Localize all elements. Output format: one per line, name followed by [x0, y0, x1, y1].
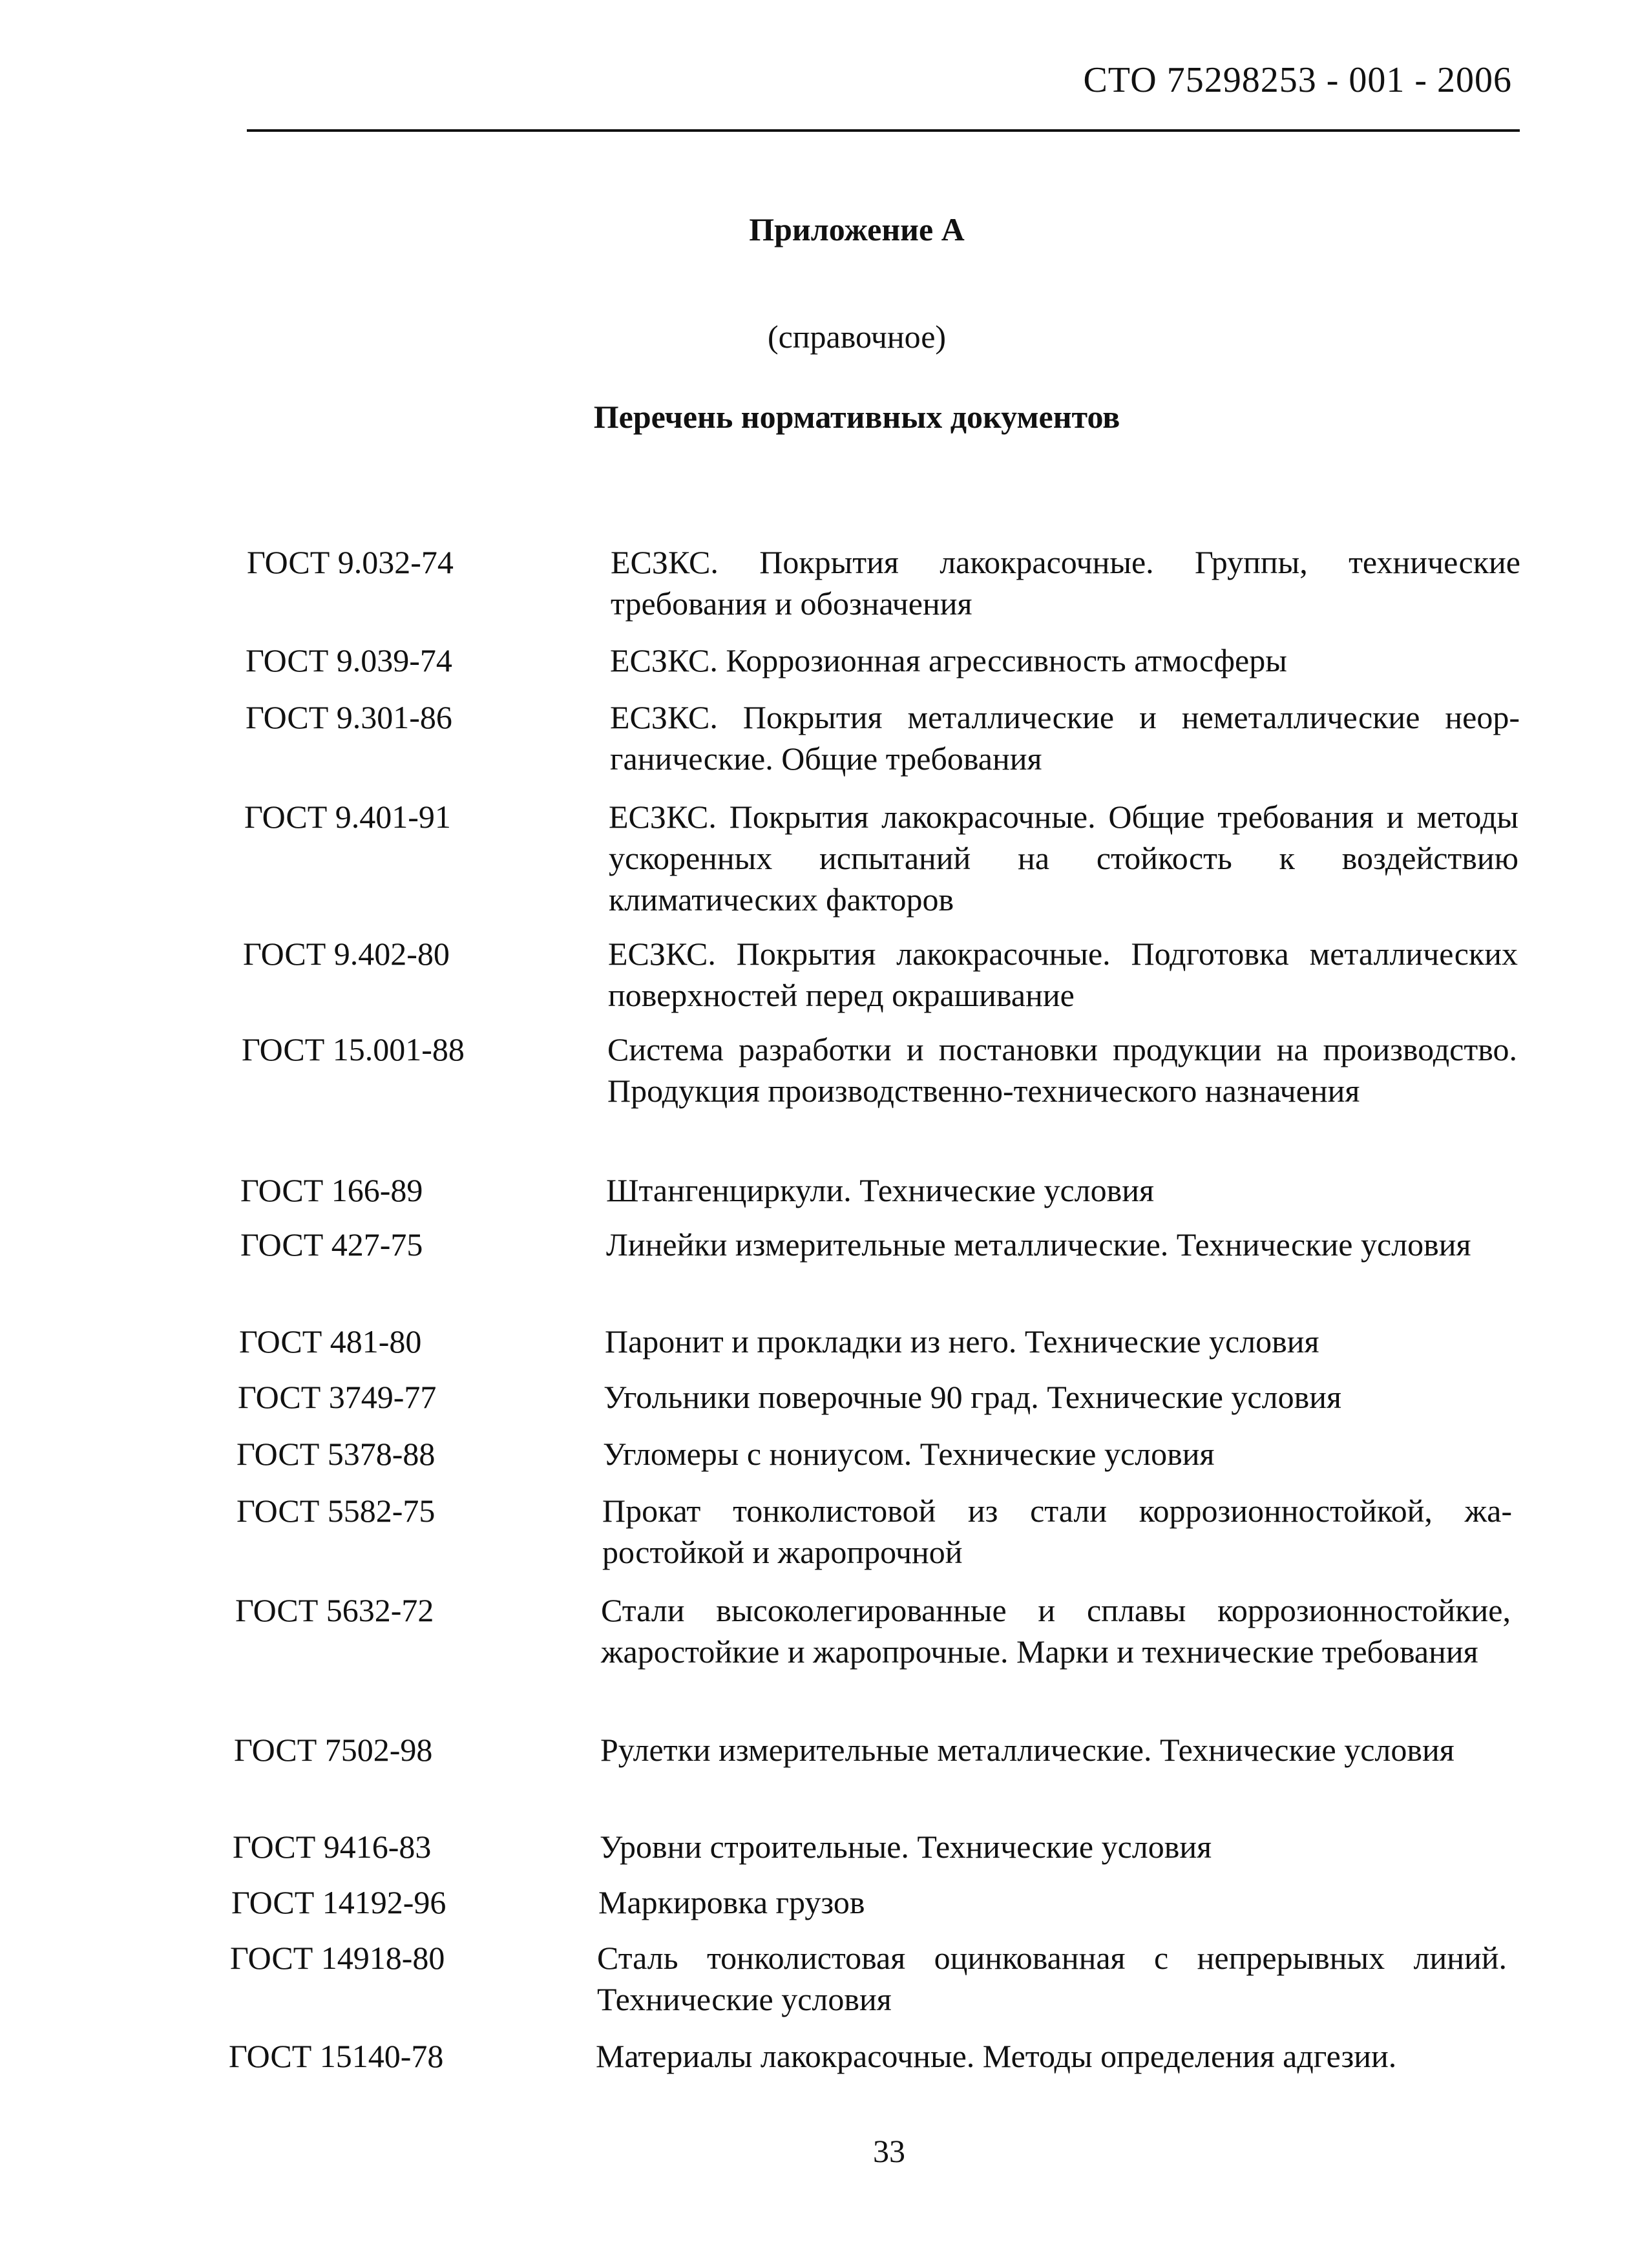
reference-title: Штангенциркули. Технические условия	[606, 1172, 1154, 1208]
reference-row	[0, 1490, 1649, 1580]
reference-row	[0, 1590, 1649, 1719]
reference-code: ГОСТ 9.032-74	[247, 544, 454, 580]
reference-code: ГОСТ 5632-72	[235, 1592, 434, 1628]
reference-code: ГОСТ 5582-75	[236, 1493, 436, 1529]
reference-row	[0, 697, 1649, 787]
reference-title: Уровни строительные. Технические условия	[600, 1829, 1212, 1865]
reference-row	[0, 1937, 1649, 2028]
reference-title: Угломеры с нониусом. Технические условия	[603, 1436, 1215, 1472]
reference-code: ГОСТ 9.039-74	[246, 642, 452, 678]
reference-code: ГОСТ 14918-80	[230, 1940, 445, 1976]
page-number: 33	[873, 2133, 905, 2169]
reference-title: Рулетки измерительные металлические. Технические условия	[600, 1732, 1455, 1768]
reference-code: ГОСТ 9.401-91	[244, 799, 451, 835]
reference-title: Маркировка грузов	[598, 1884, 865, 1920]
reference-row	[0, 1882, 1649, 1927]
reference-title: Материалы лакокрасочные. Методы определения адгезии.	[596, 2038, 1397, 2074]
reference-code: ГОСТ 15140-78	[229, 2038, 444, 2074]
reference-code: ГОСТ 7502-98	[234, 1732, 433, 1768]
reference-title: Стали высоколегированные и сплавы коррозионностойкие, жаростойкие и жаропрочные. Марки и технические требования	[601, 1592, 1511, 1670]
reference-row	[0, 1376, 1649, 1422]
reference-row	[0, 1433, 1649, 1478]
reference-row	[0, 1170, 1649, 1215]
document-code: СТО 75298253 - 001 - 2006	[1083, 60, 1512, 100]
reference-row	[0, 1029, 1649, 1158]
reference-row	[0, 1224, 1649, 1314]
reference-row	[0, 1321, 1649, 1366]
list-heading: Перечень нормативных документов	[593, 399, 1120, 435]
reference-code: ГОСТ 5378-88	[236, 1436, 436, 1472]
reference-code: ГОСТ 9.301-86	[246, 699, 452, 735]
reference-row	[0, 640, 1649, 685]
reference-code: ГОСТ 481-80	[239, 1323, 422, 1360]
reference-title: Прокат тонколистовой из стали коррозионностойкой, жаростойкой и жаропрочной	[602, 1493, 1512, 1570]
reference-row	[0, 933, 1649, 1024]
reference-code: ГОСТ 3749-77	[238, 1379, 437, 1415]
reference-code: ГОСТ 14192-96	[231, 1884, 446, 1920]
reference-row	[0, 2035, 1649, 2081]
reference-title: ЕСЗКС. Покрытия металлические и неметаллические неорганические. Общие требования	[610, 699, 1520, 777]
reference-title: Сталь тонколистовая оцинкованная с непрерывных линий. Технические условия	[597, 1940, 1507, 2017]
reference-title: ЕСЗКС. Покрытия лакокрасочные. Общие требования и методы ускоренных испытаний на стойкость к воздействию климатических факторов	[609, 799, 1518, 918]
reference-code: ГОСТ 166-89	[240, 1172, 423, 1208]
reference-code: ГОСТ 427-75	[240, 1226, 423, 1263]
reference-row	[0, 1729, 1649, 1820]
reference-title: ЕСЗКС. Покрытия лакокрасочные. Группы, технические требования и обозначения	[611, 544, 1520, 622]
reference-code: ГОСТ 9416-83	[233, 1829, 432, 1865]
reference-title: ЕСЗКС. Покрытия лакокрасочные. Подготовка металлических поверхностей перед окрашивание	[608, 936, 1518, 1013]
reference-row	[0, 1826, 1649, 1871]
reference-title: Система разработки и постановки продукции на производство. Продукция производственно-технического назначения	[607, 1031, 1517, 1109]
appendix-kind: (справочное)	[767, 319, 947, 355]
reference-row	[0, 796, 1649, 925]
reference-title: Линейки измерительные металлические. Технические условия	[606, 1226, 1471, 1263]
reference-title: Угольники поверочные 90 град. Технические условия	[604, 1379, 1341, 1415]
reference-row	[0, 541, 1649, 632]
reference-title: Паронит и прокладки из него. Технические условия	[605, 1323, 1319, 1360]
reference-title: ЕСЗКС. Коррозионная агрессивность атмосферы	[610, 642, 1287, 678]
reference-code: ГОСТ 9.402-80	[243, 936, 450, 972]
appendix-title: Приложение А	[749, 211, 965, 247]
reference-code: ГОСТ 15.001-88	[242, 1031, 465, 1067]
